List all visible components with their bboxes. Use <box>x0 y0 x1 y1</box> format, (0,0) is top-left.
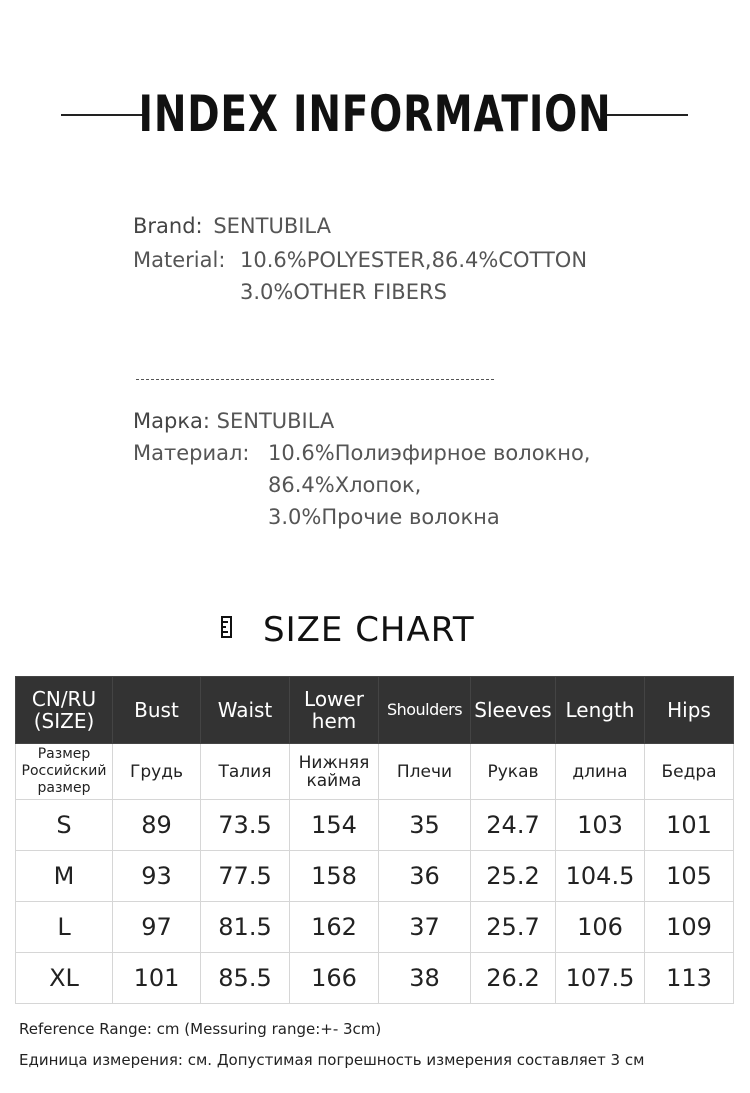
measure-cell: 162 <box>290 902 379 953</box>
brand-ru-value: SENTUBILA <box>216 409 335 433</box>
measure-cell: 154 <box>290 800 379 851</box>
measure-cell: 107.5 <box>556 953 645 1004</box>
material-ru-line3: 3.0%Прочие волокна <box>268 505 500 529</box>
measure-cell: 109 <box>645 902 734 953</box>
measure-cell: 35 <box>379 800 471 851</box>
measure-cell: 36 <box>379 851 471 902</box>
table-ru-header-row <box>16 744 734 800</box>
material-en-line2: 3.0%OTHER FIBERS <box>240 280 447 304</box>
column-header-ru: Плечи <box>379 744 471 800</box>
column-header: Length <box>556 677 645 744</box>
size-table <box>15 676 734 1004</box>
measure-cell: 24.7 <box>471 800 556 851</box>
measure-cell: 73.5 <box>201 800 290 851</box>
brand-ru-row <box>133 406 334 436</box>
table-row <box>16 902 734 953</box>
table-header-row <box>16 677 734 744</box>
column-header: Sleeves <box>471 677 556 744</box>
measure-cell: 158 <box>290 851 379 902</box>
dotted-divider <box>136 379 494 380</box>
measure-cell: 106 <box>556 902 645 953</box>
measure-cell: 104.5 <box>556 851 645 902</box>
column-header-ru: Нижняя кайма <box>290 744 379 800</box>
measure-cell: 38 <box>379 953 471 1004</box>
reference-note-en: Reference Range: cm (Messuring range:+- 3cm) <box>19 1020 382 1038</box>
column-header: Shoulders <box>379 677 471 744</box>
column-header: CN/RU (SIZE) <box>16 677 113 744</box>
material-ru-line2: 86.4%Хлопок, <box>268 473 422 497</box>
size-cell: XL <box>16 953 113 1004</box>
brand-ru-label: Марка: <box>133 409 210 433</box>
table-row <box>16 851 734 902</box>
measure-cell: 97 <box>113 902 201 953</box>
ruler-icon <box>221 616 232 638</box>
size-cell: S <box>16 800 113 851</box>
measure-cell: 101 <box>645 800 734 851</box>
measure-cell: 113 <box>645 953 734 1004</box>
measure-cell: 26.2 <box>471 953 556 1004</box>
measure-cell: 89 <box>113 800 201 851</box>
measure-cell: 105 <box>645 851 734 902</box>
column-header: Bust <box>113 677 201 744</box>
column-header-ru: Бедра <box>645 744 734 800</box>
brand-value: SENTUBILA <box>213 214 331 238</box>
column-header: Lower hem <box>290 677 379 744</box>
measure-cell: 93 <box>113 851 201 902</box>
reference-note-ru: Единица измерения: см. Допустимая погрешность измерения составляет 3 см <box>19 1051 645 1069</box>
column-header: Waist <box>201 677 290 744</box>
size-chart-heading <box>0 606 750 650</box>
measure-cell: 81.5 <box>201 902 290 953</box>
table-row <box>16 953 734 1004</box>
size-cell: L <box>16 902 113 953</box>
column-header: Hips <box>645 677 734 744</box>
measure-cell: 25.2 <box>471 851 556 902</box>
column-header-ru: Размер Российский размер <box>16 744 113 800</box>
material-en-label: Material: <box>133 248 226 272</box>
column-header-ru: Рукав <box>471 744 556 800</box>
brand-label: Brand: <box>133 214 203 238</box>
measure-cell: 103 <box>556 800 645 851</box>
column-header-ru: Грудь <box>113 744 201 800</box>
page-title: INDEX INFORMATION <box>138 85 612 143</box>
size-cell: M <box>16 851 113 902</box>
column-header-ru: длина <box>556 744 645 800</box>
measure-cell: 85.5 <box>201 953 290 1004</box>
measure-cell: 37 <box>379 902 471 953</box>
material-en-line1: 10.6%POLYESTER,86.4%COTTON <box>240 248 588 272</box>
table-row <box>16 800 734 851</box>
material-ru-label: Материал: <box>133 441 250 465</box>
column-header-ru: Талия <box>201 744 290 800</box>
brand-en-row <box>133 211 331 241</box>
size-chart-title: SIZE CHART <box>263 610 475 650</box>
measure-cell: 25.7 <box>471 902 556 953</box>
measure-cell: 101 <box>113 953 201 1004</box>
material-ru-line1: 10.6%Полиэфирное волокно, <box>268 441 591 465</box>
measure-cell: 166 <box>290 953 379 1004</box>
measure-cell: 77.5 <box>201 851 290 902</box>
